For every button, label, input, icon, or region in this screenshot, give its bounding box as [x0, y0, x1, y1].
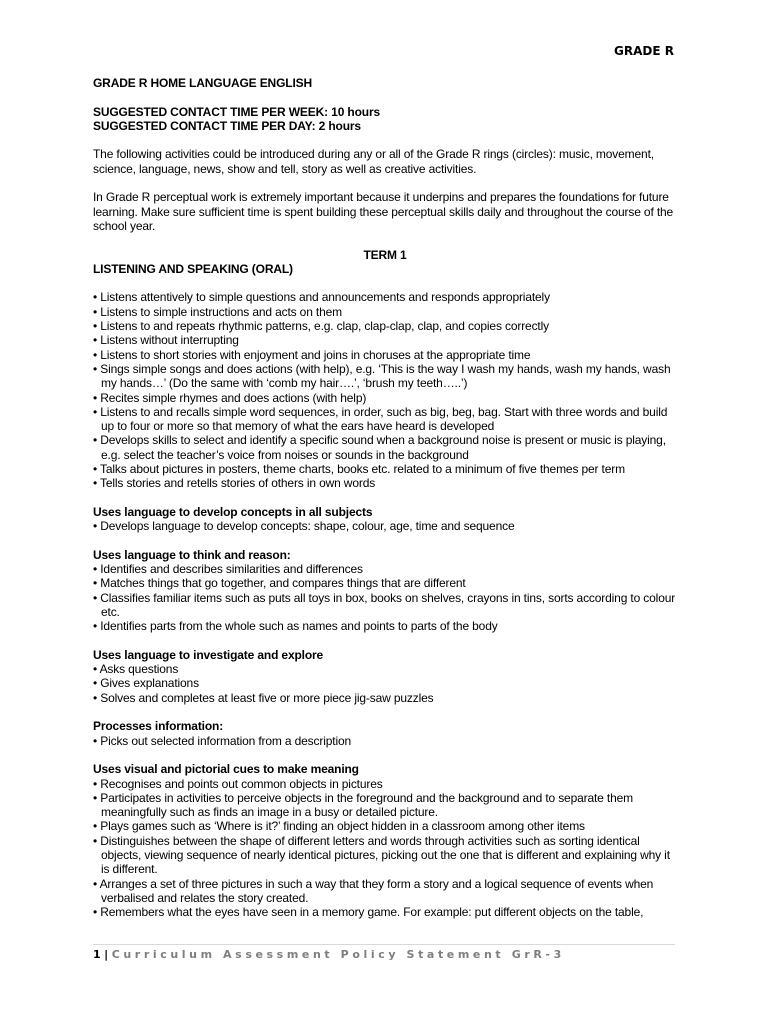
term-heading: TERM 1: [363, 247, 407, 262]
subsection-heading: Processes information:: [93, 719, 224, 734]
list-item: • Listens to and repeats rhythmic patterns, e.g. clap, clap-clap, clap, and copies correctly: [93, 319, 549, 334]
list-item: • Tells stories and retells stories of others in own words: [93, 476, 376, 491]
list-item: • Listens to short stories with enjoyment and joins in choruses at the appropriate time: [93, 347, 531, 362]
contact-time-day: SUGGESTED CONTACT TIME PER DAY: 2 hours: [93, 118, 361, 133]
list-item: • Picks out selected information from a description: [93, 733, 352, 748]
list-item: • Matches things that go together, and compares things that are different: [93, 576, 466, 591]
list-item: • Gives explanations: [93, 676, 199, 691]
list-item: • Sings simple songs and does actions (with help), e.g. ‘This is the way I wash my hands, wash my hands, wash my hands…’ (Do the same with ‘comb my hair….’, ‘brush my teeth…..’): [93, 361, 671, 391]
page-footer: [93, 948, 565, 961]
document-body: [93, 76, 677, 920]
footer-separator: |: [104, 948, 109, 961]
list-item: • Plays games such as ‘Where is it?’ finding an object hidden in a classroom among other items: [93, 819, 585, 834]
document-title: GRADE R HOME LANGUAGE ENGLISH: [93, 76, 312, 90]
list-item: • Recites simple rhymes and does actions (with help): [93, 390, 367, 405]
footer-divider: [93, 944, 675, 945]
header-grade: GRADE R: [614, 44, 674, 58]
list-item: • Develops skills to select and identify a specific sound when a background noise is present or music is playing, e.g. select the teacher’s voice from noises or sounds in the background: [93, 433, 666, 462]
list-item: • Solves and completes at least five or more piece jig-saw puzzles: [93, 690, 434, 705]
list-item: • Develops language to develop concepts: shape, colour, age, time and sequence: [93, 519, 515, 534]
list-item: • Remembers what the eyes have seen in a memory game. For example: put different objects on the table,: [93, 905, 644, 920]
list-item: • Identifies and describes similarities and differences: [93, 562, 363, 577]
list-item: • Distinguishes between the shape of different letters and words through activities such as sorting identical objects, viewing sequence of nearly identical pictures, picking out the one that is different and explaining why it is different.: [93, 833, 670, 877]
list-item: • Listens attentively to simple questions and announcements and responds appropriately: [93, 290, 550, 305]
contact-time-week: SUGGESTED CONTACT TIME PER WEEK: 10 hours: [93, 104, 380, 119]
page-number: 1: [93, 948, 101, 961]
subsection-heading: Uses language to develop concepts in all subjects: [93, 504, 373, 519]
subsection-heading: Uses language to think and reason:: [93, 547, 291, 562]
list-item: • Participates in activities to perceive objects in the foreground and the background and to separate them meaningfully such as finds an image in a busy or detailed picture.: [93, 790, 633, 820]
list-item: • Asks questions: [93, 662, 179, 677]
footer-title: Curriculum Assessment Policy Statement GrR-3: [111, 948, 565, 961]
intro-paragraph: The following activities could be introduced during any or all of the Grade R rings (circles): music, movement, science, language, news, show and tell, story as well as creative activities.: [93, 147, 654, 176]
list-item: • Recognises and points out common objects in pictures: [93, 776, 383, 791]
list-item: • Listens to simple instructions and acts on them: [93, 304, 342, 319]
subsection-heading: Uses visual and pictorial cues to make meaning: [93, 762, 359, 777]
list-item: • Listens without interrupting: [93, 333, 239, 348]
list-item: • Listens to and recalls simple word sequences, in order, such as big, beg, bag. Start with three words and build up to four or more so that memory of what the ears have heard is developed: [93, 404, 668, 434]
list-item: • Identifies parts from the whole such as names and points to parts of the body: [93, 619, 498, 634]
list-item: • Talks about pictures in posters, theme charts, books etc. related to a minimum of five themes per term: [93, 462, 625, 477]
list-item: • Classifies familiar items such as puts all toys in box, books on shelves, crayons in tins, sorts according to colour etc.: [93, 590, 676, 619]
list-item: • Arranges a set of three pictures in such a way that they form a story and a logical sequence of events when verbalised and relates the story created.: [93, 876, 654, 905]
listening-list: [93, 290, 677, 490]
subsection-heading: Uses language to investigate and explore: [93, 647, 324, 662]
intro-paragraph: In Grade R perceptual work is extremely important because it underpins and prepares the foundations for future learning. Make sure sufficient time is spent building these perceptual skills daily and throughout the course of the school year.: [93, 190, 674, 233]
section-heading: LISTENING AND SPEAKING (ORAL): [93, 261, 293, 276]
